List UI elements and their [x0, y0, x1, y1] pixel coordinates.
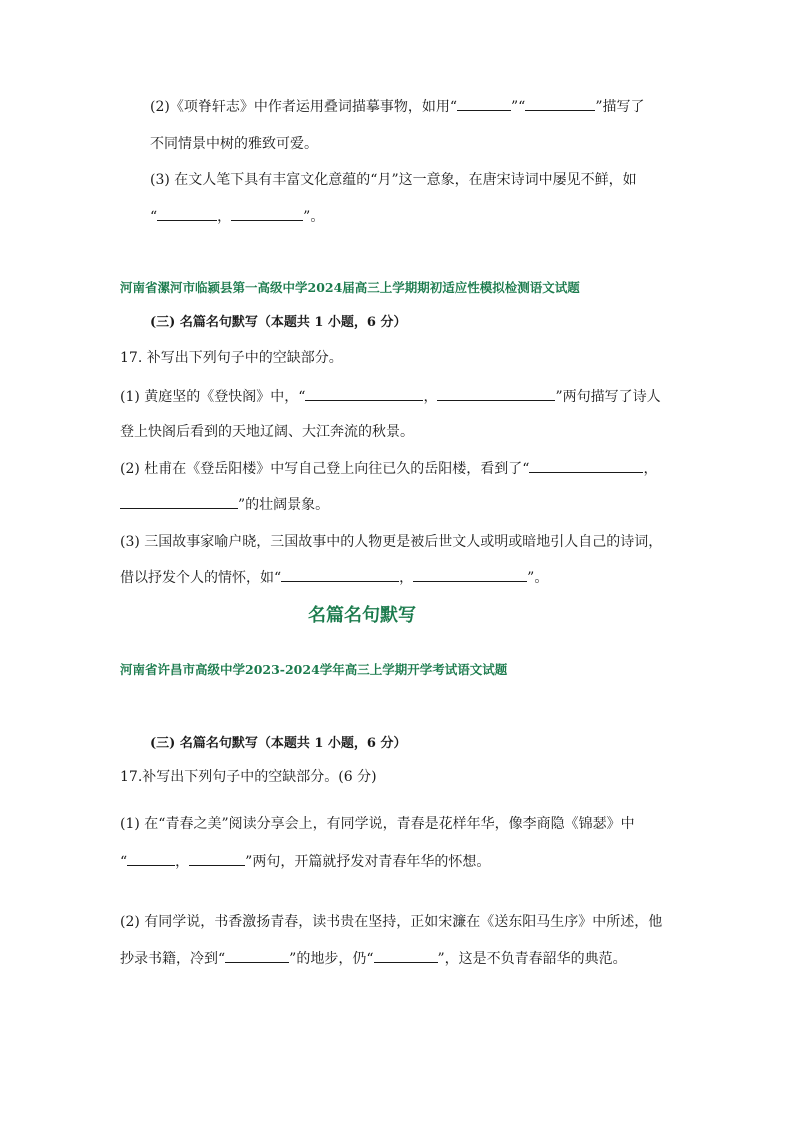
part-1-line: (1) 黄庭坚的《登快阁》中，“ ， ”两句描写了诗人 — [120, 386, 661, 407]
source-title: 河南省漯河市临颍县第一高级中学2024届高三上学期期初适应性模拟检测语文试题 — [120, 280, 580, 295]
part-3-line: (3) 三国故事家喻户晓，三国故事中的人物更是被后世文人或明或暗地引人自己的诗词， — [120, 534, 663, 550]
answer-blank[interactable] — [305, 386, 423, 401]
source-title: 河南省许昌市高级中学2023-2024学年高三上学期开学考试语文试题 — [120, 662, 508, 677]
answer-blank[interactable] — [127, 851, 175, 866]
part-2-continuation: ”的壮阔景象。 — [120, 494, 329, 515]
answer-blank[interactable] — [437, 386, 555, 401]
question-17: 17.补写出下列句子中的空缺部分。(6 分) — [120, 769, 377, 785]
question-2-text: (2)《项脊轩志》中作者运用叠词描摹事物，如用“ — [150, 99, 457, 115]
section-heading: (三) 名篇名句默写（本题共 1 小题，6 分） — [150, 315, 407, 330]
question-3-blanks: “ ， ”。 — [150, 206, 324, 227]
answer-blank[interactable] — [529, 458, 643, 473]
answer-blank[interactable] — [413, 567, 527, 582]
part-3-continuation: 借以抒发个人的情怀，如“ ， ”。 — [120, 567, 548, 588]
answer-blank[interactable] — [157, 206, 217, 221]
page-heading: 名篇名句默写 — [308, 605, 416, 626]
question-2-continuation: 不同情景中树的雅致可爱。 — [150, 136, 318, 152]
part-1-continuation: 登上快阁后看到的天地辽阔、大江奔流的秋景。 — [120, 424, 414, 440]
part-2-continuation: 抄录书籍，冷到“ ”的地步，仍“ ”，这是不负青春韶华的典范。 — [120, 948, 627, 969]
part-2-line: (2) 杜甫在《登岳阳楼》中写自己登上向往已久的岳阳楼，看到了“ ， — [120, 458, 657, 479]
answer-blank[interactable] — [281, 567, 399, 582]
question-3-line: (3) 在文人笔下具有丰富文化意蕴的“月”这一意象，在唐宋诗词中屡见不鲜，如 — [150, 172, 637, 188]
answer-blank[interactable] — [374, 948, 438, 963]
answer-blank[interactable] — [120, 494, 238, 509]
part-2-line: (2) 有同学说，书香激扬青春，读书贵在坚持，正如宋濂在《送东阳马生序》中所述，他 — [120, 914, 663, 930]
answer-blank[interactable] — [225, 948, 289, 963]
part-1-continuation: “ ， ”两句，开篇就抒发对青春年华的怀想。 — [120, 851, 490, 872]
question-2-line: (2)《项脊轩志》中作者运用叠词描摹事物，如用“ ”“ ”描写了 — [150, 96, 645, 117]
question-17: 17. 补写出下列句子中的空缺部分。 — [120, 350, 343, 366]
part-1-line: (1) 在“青春之美”阅读分享会上，有同学说，青春是花样年华，像李商隐《锦瑟》中 — [120, 816, 635, 832]
answer-blank[interactable] — [525, 96, 595, 111]
answer-blank[interactable] — [189, 851, 245, 866]
answer-blank[interactable] — [457, 96, 511, 111]
section-heading: (三) 名篇名句默写（本题共 1 小题，6 分） — [150, 736, 407, 751]
answer-blank[interactable] — [231, 206, 303, 221]
